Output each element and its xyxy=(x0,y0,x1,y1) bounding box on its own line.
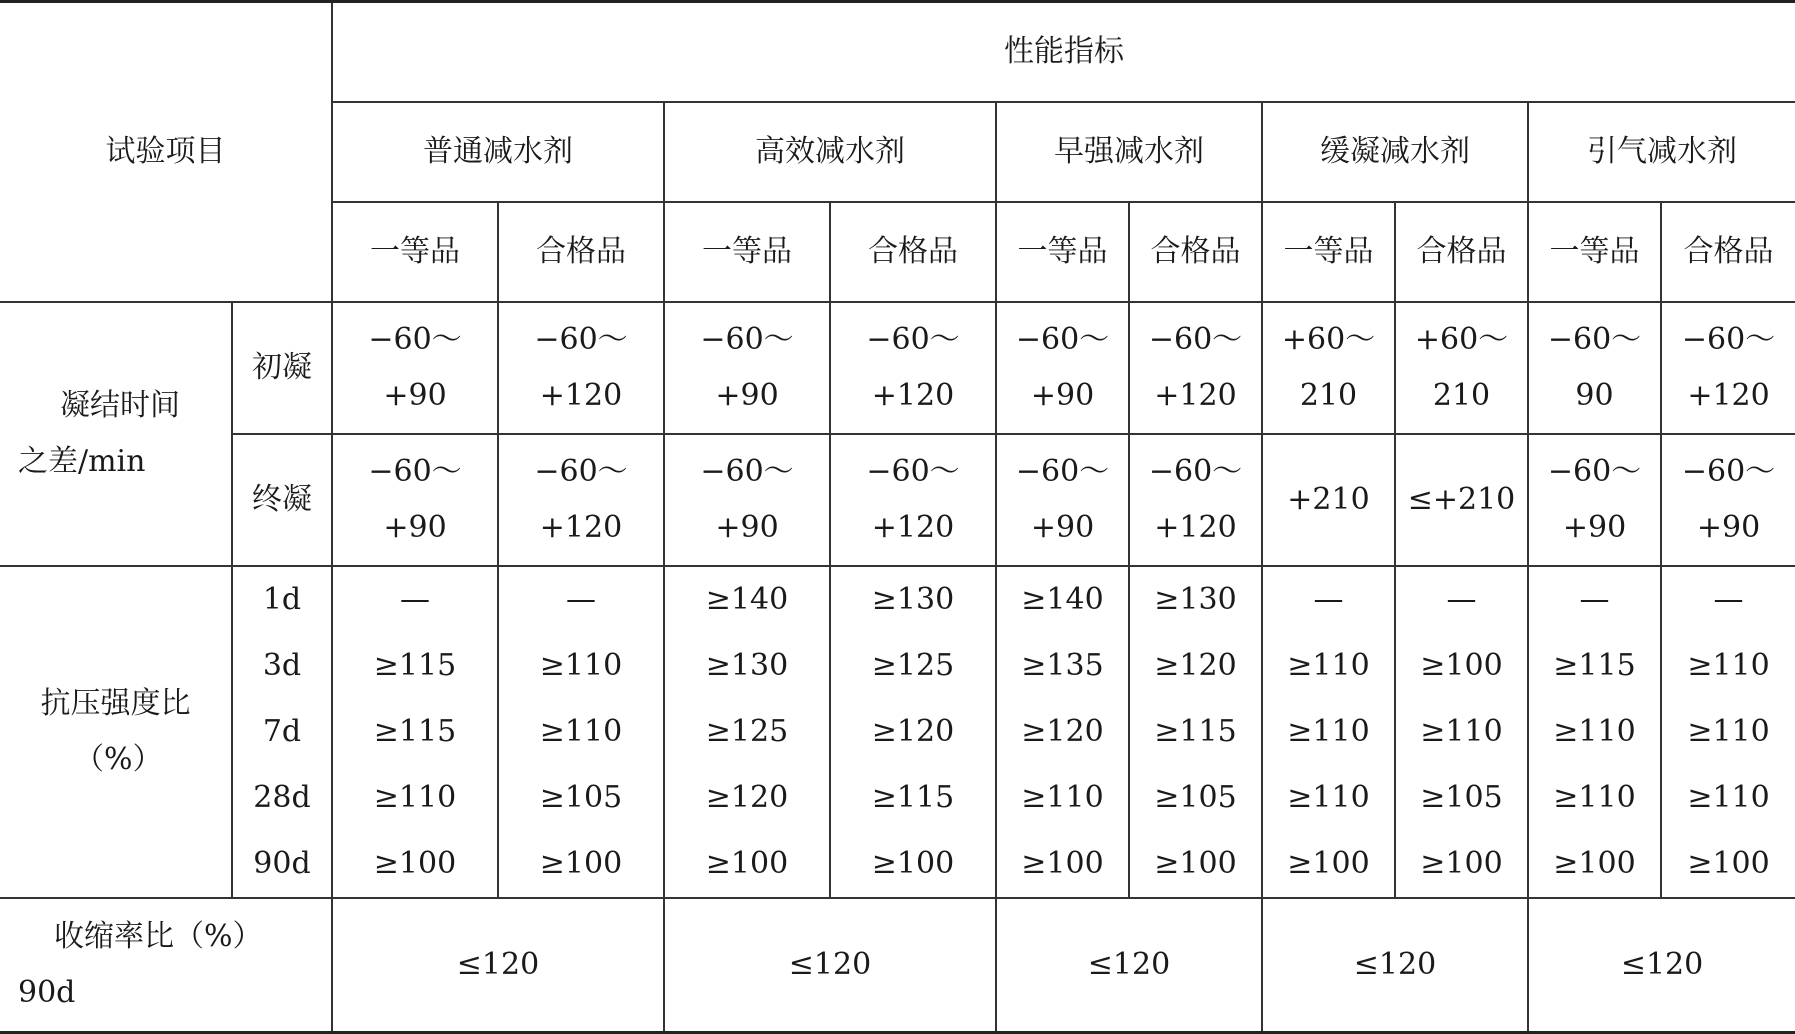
header-grade: 一等品 xyxy=(1528,202,1661,302)
initial-setting-cell: −60～ +120 xyxy=(1661,302,1795,434)
shrinkage-row xyxy=(0,898,1795,1033)
shrinkage-label xyxy=(0,898,332,1033)
final-setting-cell: −60～ +120 xyxy=(830,434,996,566)
compressive-column: — ≥115 ≥115 ≥110 ≥100 xyxy=(332,566,498,898)
compressive-strength-label xyxy=(0,566,232,898)
header-grade: 一等品 xyxy=(996,202,1129,302)
header-agent: 缓凝减水剂 xyxy=(1262,102,1528,202)
header-agent: 引气减水剂 xyxy=(1528,102,1795,202)
final-setting-cell: −60～ +90 xyxy=(996,434,1129,566)
header-test-item: 试验项目 xyxy=(0,2,332,302)
shrinkage-value: ≤120 xyxy=(664,898,996,1033)
final-setting-cell: −60～ +90 xyxy=(1661,434,1795,566)
shrinkage-label-line1: 收缩率比（%） xyxy=(54,919,263,955)
setting-time-label-line2: 之差/min xyxy=(18,443,146,479)
initial-setting-cell: −60～ +120 xyxy=(1129,302,1262,434)
header-grade: 合格品 xyxy=(1661,202,1795,302)
header-agent: 早强减水剂 xyxy=(996,102,1262,202)
shrinkage-value: ≤120 xyxy=(996,898,1262,1033)
shrinkage-value: ≤120 xyxy=(332,898,664,1033)
final-setting-cell: ≤+210 xyxy=(1395,434,1528,566)
header-grade: 合格品 xyxy=(498,202,664,302)
initial-setting-cell: −60～ +90 xyxy=(332,302,498,434)
compressive-column: ≥140 ≥135 ≥120 ≥110 ≥100 xyxy=(996,566,1129,898)
shrinkage-value: ≤120 xyxy=(1262,898,1528,1033)
final-setting-cell: −60～ +120 xyxy=(1129,434,1262,566)
shrinkage-label-line2: 90d xyxy=(18,974,76,1010)
header-grade: 合格品 xyxy=(1129,202,1262,302)
final-setting-label: 终凝 xyxy=(232,434,332,566)
compressive-column: — ≥115 ≥110 ≥110 ≥100 xyxy=(1528,566,1661,898)
compressive-column: ≥130 ≥120 ≥115 ≥105 ≥100 xyxy=(1129,566,1262,898)
compressive-column: ≥140 ≥130 ≥125 ≥120 ≥100 xyxy=(664,566,830,898)
final-setting-cell: +210 xyxy=(1262,434,1395,566)
setting-time-label xyxy=(0,302,232,566)
shrinkage-value: ≤120 xyxy=(1528,898,1795,1033)
compressive-column: ≥130 ≥125 ≥120 ≥115 ≥100 xyxy=(830,566,996,898)
initial-setting-cell: −60～ +90 xyxy=(996,302,1129,434)
compressive-label-line1: 抗压强度比 xyxy=(40,686,191,721)
initial-setting-cell: −60～ +120 xyxy=(830,302,996,434)
header-agent: 高效减水剂 xyxy=(664,102,996,202)
final-setting-cell: −60～ +90 xyxy=(1528,434,1661,566)
initial-setting-cell: +60～ 210 xyxy=(1395,302,1528,434)
compressive-column: — ≥110 ≥110 ≥110 ≥100 xyxy=(1262,566,1395,898)
initial-setting-cell: −60～ +120 xyxy=(498,302,664,434)
compressive-label-line2: （%） xyxy=(74,741,163,777)
header-grade: 合格品 xyxy=(1395,202,1528,302)
compressive-column: — ≥100 ≥110 ≥105 ≥100 xyxy=(1395,566,1528,898)
compressive-strength-row xyxy=(0,566,1795,898)
initial-setting-cell: −60～ 90 xyxy=(1528,302,1661,434)
initial-setting-label: 初凝 xyxy=(232,302,332,434)
final-setting-cell: −60～ +90 xyxy=(332,434,498,566)
header-performance: 性能指标 xyxy=(332,2,1795,102)
compressive-column: — ≥110 ≥110 ≥110 ≥100 xyxy=(1661,566,1795,898)
header-grade: 合格品 xyxy=(830,202,996,302)
initial-setting-cell: −60～ +90 xyxy=(664,302,830,434)
compressive-column: — ≥110 ≥110 ≥105 ≥100 xyxy=(498,566,664,898)
final-setting-cell: −60～ +90 xyxy=(664,434,830,566)
initial-setting-cell: +60～ 210 xyxy=(1262,302,1395,434)
age-column: 1d 3d 7d 28d 90d xyxy=(232,566,332,898)
header-grade: 一等品 xyxy=(332,202,498,302)
initial-setting-row xyxy=(0,302,1795,434)
final-setting-row xyxy=(0,434,1795,566)
header-grade: 一等品 xyxy=(664,202,830,302)
header-agent: 普通减水剂 xyxy=(332,102,664,202)
header-grade: 一等品 xyxy=(1262,202,1395,302)
final-setting-cell: −60～ +120 xyxy=(498,434,664,566)
header-row-1 xyxy=(0,2,1795,102)
setting-time-label-line1: 凝结时间 xyxy=(60,388,180,423)
